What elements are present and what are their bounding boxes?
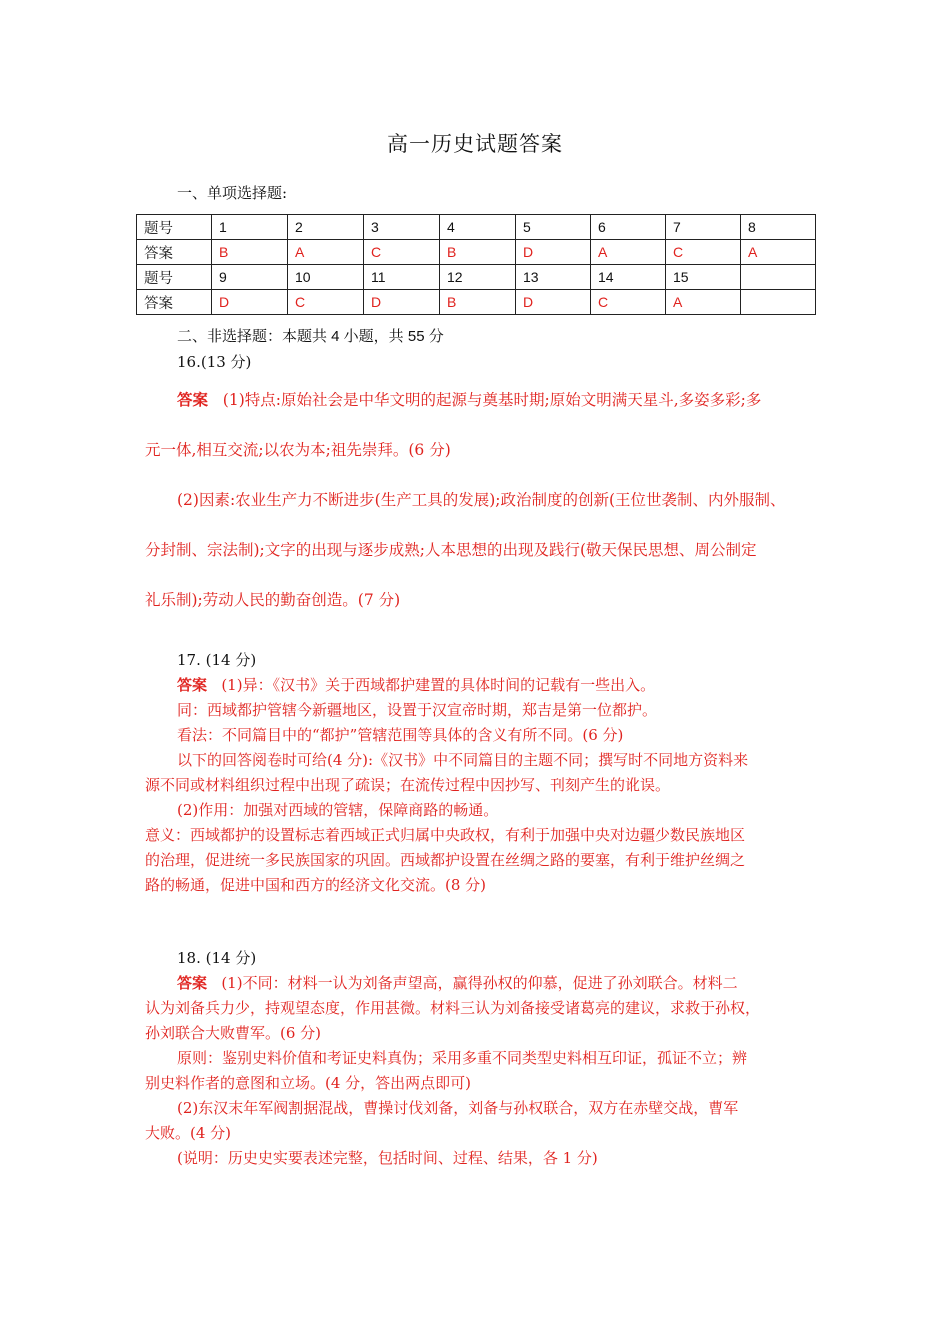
table-row [137,265,816,290]
question-number-cell: 2 [288,215,364,240]
q16-header: 16.(13 分) [177,353,252,371]
q16-part2-line2: 分封制、宗法制);文字的出现与逐步成熟;人本思想的出现及践行(敬天保民思想、周公制定 [145,541,757,559]
answer-cell: B [440,240,516,265]
table-row [137,240,816,265]
q18-line-0 [177,972,738,993]
question-number-cell: 9 [212,265,288,290]
question-number-cell: 3 [364,215,440,240]
q17-line-4: 源不同或材料组织过程中出现了疏误；在流传过程中因抄写、刊刻产生的讹误。 [145,776,671,794]
q17-line-3: 以下的回答阅卷时可给(4 分):《汉书》中不同篇目的主题不同；撰写时不同地方资料来 [177,751,749,769]
q17-line-0-text: (1)异：《汉书》关于西域都护建置的具体时间的记载有一些出入。 [221,676,656,694]
page-title: 高一历史试题答案 [387,132,563,156]
section-1-label: 一、单项选择题: [177,184,288,202]
question-number-cell: 1 [212,215,288,240]
answer-cell: B [212,240,288,265]
q18-line-4: 别史料作者的意图和立场。(4 分，答出两点即可) [145,1074,472,1092]
row-label: 答案 [137,240,212,265]
answer-cell: C [666,240,741,265]
table-row [137,215,816,240]
q16-part1-line2: 元一体,相互交流;以农为本;祖先崇拜。(6 分) [145,441,451,459]
answer-cell: D [516,290,591,315]
question-number-cell: 4 [440,215,516,240]
q18-answer-tag: 答案 [177,974,208,992]
q17-line-5: (2)作用：加强对西域的管辖，保障商路的畅通。 [177,801,499,819]
question-number-cell: 11 [364,265,440,290]
answer-cell: C [288,290,364,315]
q16-part2-line1: (2)因素:农业生产力不断进步(生产工具的发展);政治制度的创新(王位世袭制、内外服制、 [177,491,786,509]
answer-cell: A [591,240,666,265]
q17-line-0 [177,674,655,695]
q16-part2-line3: 礼乐制);劳动人民的勤奋创造。(7 分) [145,591,401,609]
question-number-cell: 7 [666,215,741,240]
answer-cell: B [440,290,516,315]
q17-line-8: 路的畅通，促进中国和西方的经济文化交流。(8 分) [145,876,487,894]
question-number-cell: 12 [440,265,516,290]
answer-cell [741,290,816,315]
section-2-label [177,325,444,346]
question-number-cell [741,265,816,290]
row-label: 题号 [137,265,212,290]
q16-part1-line1 [177,388,761,410]
table-row [137,290,816,315]
q17-answer-tag: 答案 [177,676,208,694]
answer-cell: C [591,290,666,315]
q16-part1-text: (1)特点:原始社会是中华文明的起源与奠基时期;原始文明满天星斗,多姿多彩;多 [222,391,762,409]
answer-cell: D [212,290,288,315]
q18-line-7: (说明：历史史实要表述完整，包括时间、过程、结果，各 1 分) [177,1149,598,1167]
row-label: 题号 [137,215,212,240]
row-label: 答案 [137,290,212,315]
q18-line-0-text: (1)不同：材料一认为刘备声望高，赢得孙权的仰慕，促进了孙刘联合。材料二 [221,974,738,992]
question-number-cell: 15 [666,265,741,290]
q18-line-5: (2)东汉末年军阀割据混战，曹操讨伐刘备，刘备与孙权联合，双方在赤壁交战，曹军 [177,1099,739,1117]
answer-table [136,214,816,315]
q17-header: 17. (14 分) [177,651,257,669]
answer-cell: A [288,240,364,265]
answer-cell: C [364,240,440,265]
answer-cell: D [364,290,440,315]
answer-cell: A [741,240,816,265]
question-number-cell: 5 [516,215,591,240]
q17-line-6: 意义：西域都护的设置标志着西域正式归属中央政权，有利于加强中央对边疆少数民族地区 [145,826,746,844]
q18-line-1: 认为刘备兵力少，持观望态度，作用甚微。材料三认为刘备接受诸葛亮的建议，求救于孙权， [145,999,761,1017]
answer-cell: D [516,240,591,265]
q18-line-6: 大败。(4 分) [145,1124,232,1142]
question-number-cell: 10 [288,265,364,290]
answer-cell: A [666,290,741,315]
q18-line-2: 孙刘联合大败曹军。(6 分) [145,1024,322,1042]
q18-line-3: 原则：鉴别史料价值和考证史料真伪；采用多重不同类型史料相互印证，孤证不立；辨 [177,1049,748,1067]
q17-line-2: 看法：不同篇目中的“都护”管辖范围等具体的含义有所不同。(6 分) [177,726,624,744]
question-number-cell: 8 [741,215,816,240]
q18-header: 18. (14 分) [177,949,257,967]
q17-line-1: 同：西域都护管辖今新疆地区，设置于汉宣帝时期，郑吉是第一位都护。 [177,701,658,719]
section-2-text: 二、非选择题：本题共 4 小题，共 55 分 [177,328,444,345]
question-number-cell: 6 [591,215,666,240]
question-number-cell: 14 [591,265,666,290]
q17-line-7: 的治理，促进统一多民族国家的巩固。西域都护设置在丝绸之路的要塞，有利于维护丝绸之 [145,851,746,869]
question-number-cell: 13 [516,265,591,290]
q16-answer-tag: 答案 [177,390,209,409]
